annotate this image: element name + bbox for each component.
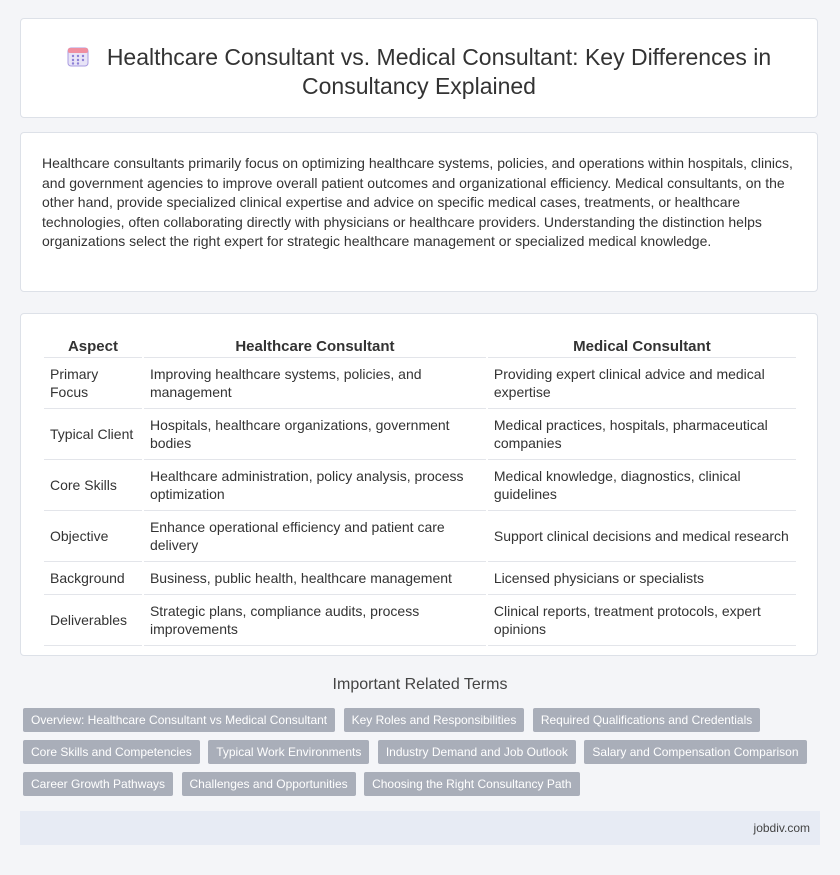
related-term-tag[interactable]: Industry Demand and Job Outlook [378,740,576,764]
cell-medical: Medical knowledge, diagnostics, clinical guidelines [488,460,796,511]
cell-healthcare: Strategic plans, compliance audits, process improvements [144,595,486,646]
related-term-tag[interactable]: Key Roles and Responsibilities [344,708,525,732]
calendar-icon [67,45,89,67]
cell-aspect: Objective [44,511,142,562]
page-title-wrap [21,43,817,101]
related-terms-heading: Important Related Terms [332,676,508,693]
cell-aspect: Core Skills [44,460,142,511]
comparison-table [42,334,798,646]
cell-medical: Providing expert clinical advice and medical expertise [488,358,796,409]
cell-medical: Clinical reports, treatment protocols, expert opinions [488,595,796,646]
table-row [44,595,796,646]
related-term-tag[interactable]: Choosing the Right Consultancy Path [364,772,579,796]
cell-medical: Medical practices, hospitals, pharmaceutical companies [488,409,796,460]
header-medical-consultant: Medical Consultant [488,334,796,358]
cell-healthcare: Hospitals, healthcare organizations, government bodies [144,409,486,460]
related-terms-list [23,708,813,804]
cell-healthcare: Healthcare administration, policy analysis, process optimization [144,460,486,511]
header-aspect: Aspect [44,334,142,358]
page-title: Healthcare Consultant vs. Medical Consultant: Key Differences in Consultancy Explained [106,44,772,99]
related-term-tag[interactable]: Required Qualifications and Credentials [533,708,760,732]
cell-healthcare: Improving healthcare systems, policies, and management [144,358,486,409]
cell-healthcare: Enhance operational efficiency and patient care delivery [144,511,486,562]
table-row [44,460,796,511]
header-healthcare-consultant: Healthcare Consultant [144,334,486,358]
related-term-tag[interactable]: Salary and Compensation Comparison [584,740,806,764]
cell-aspect: Typical Client [44,409,142,460]
cell-aspect: Primary Focus [44,358,142,409]
footer-site-link[interactable]: jobdiv.com [753,821,810,835]
cell-medical: Licensed physicians or specialists [488,562,796,595]
footer [20,811,820,845]
related-term-tag[interactable]: Core Skills and Competencies [23,740,200,764]
related-term-tag[interactable]: Career Growth Pathways [23,772,173,796]
table-row [44,511,796,562]
cell-aspect: Background [44,562,142,595]
cell-medical: Support clinical decisions and medical research [488,511,796,562]
table-header-row [44,334,796,358]
table-row [44,562,796,595]
table-row [44,358,796,409]
comparison-card [20,313,818,656]
related-term-tag[interactable]: Challenges and Opportunities [182,772,356,796]
related-term-tag[interactable]: Overview: Healthcare Consultant vs Medical Consultant [23,708,335,732]
related-term-tag[interactable]: Typical Work Environments [208,740,369,764]
table-row [44,409,796,460]
title-card [20,18,818,118]
cell-healthcare: Business, public health, healthcare management [144,562,486,595]
intro-card [20,132,818,292]
intro-paragraph: Healthcare consultants primarily focus on optimizing healthcare systems, policies, and operations within hospitals, clinics, and government agencies to improve overall patient outcomes and organizational efficiency. Medical consultants, on the other hand, provide specialized clinical expertise and advice on specific medical cases, treatments, or healthcare technologies, often collaborating directly with physicians or healthcare providers. Understanding the distinction helps organizations select the right expert for strategic healthcare management or specialized medical knowledge. [42,155,793,249]
cell-aspect: Deliverables [44,595,142,646]
